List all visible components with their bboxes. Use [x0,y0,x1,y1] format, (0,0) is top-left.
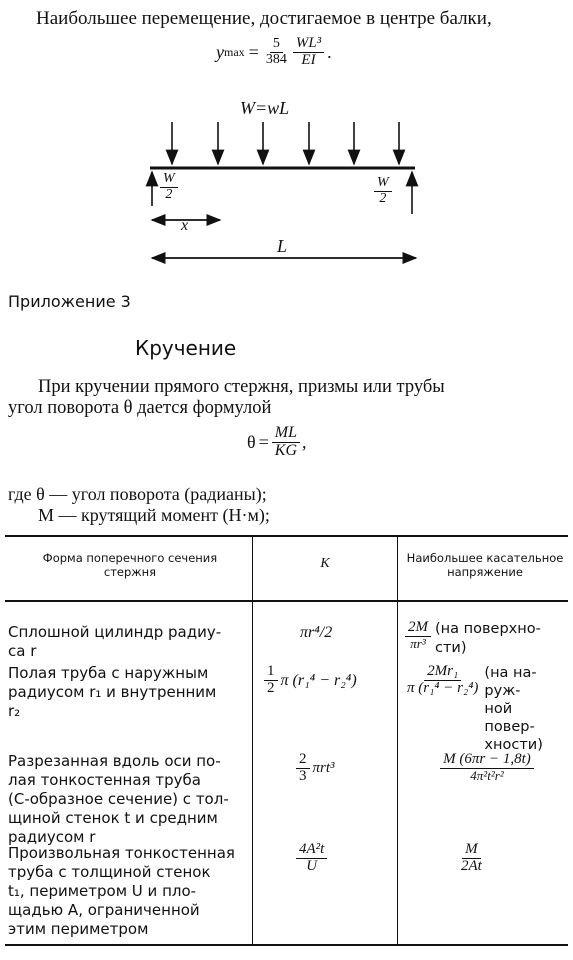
reaction-right-label [374,176,392,206]
where-line-2: M — крутящий момент (Н·м); [38,505,270,525]
table-col-divider-2 [397,536,398,944]
load-label: W=wL [240,98,290,118]
row-3-stress-frac [440,752,534,782]
torsion-lhs: θ [247,431,256,452]
row-4-k [296,842,327,875]
row-3-stress [412,752,562,782]
formula-coef [263,37,290,67]
row-4-k-num: 4A²t [296,842,327,859]
torsion-comma: , [302,431,307,452]
formula-eq: = [248,41,259,62]
row-3-shape [8,752,248,847]
torsion-formula [247,425,307,460]
row-4-stress-den: 2At [461,857,482,874]
x-label: x [181,217,189,234]
coef-den: 384 [265,51,287,67]
row-1-stress-frac [405,620,431,650]
reaction-right-den: 2 [379,190,387,206]
reaction-left-num: W [160,172,178,188]
row-1-note-line: сти) [435,640,467,656]
torsion-eq: = [258,431,269,452]
row-3-shape-line: Разрезанная вдоль оси по- [8,752,221,770]
intro-text: Наибольшее перемещение, достигаемое в центре балки, [36,8,492,29]
row-3-k [296,752,335,785]
row-1-shape [8,623,248,661]
row-1-stress-note [435,620,541,658]
row-2-k-body: π (r₁⁴ − r₂⁴) [280,671,357,689]
row-3-k-prefix [296,752,310,785]
row-1-shape-line: са r [8,642,37,660]
row-1-k: πr⁴/2 [300,624,333,641]
appendix-title: Приложение 3 [8,292,131,311]
formula-main [293,36,324,69]
row-2-stress-den: π (r₁⁴ − r₂⁴) [407,679,479,696]
row-2-stress-note [484,664,542,754]
row-2-stress [404,664,543,754]
header-stress: Наибольшее касательное напряжение [406,551,564,579]
header-k: K [320,556,330,571]
header-form: Форма поперечного сечения стержня [42,551,218,579]
table-header-rule [5,600,568,602]
row-2-k [264,664,357,697]
row-3-k-body: πrt³ [312,759,335,776]
row-2-k-prefix-den: 2 [267,679,275,696]
formula-lhs: y [216,41,224,62]
row-2-note-line: повер- [484,719,535,735]
beam-diagram [140,96,430,271]
row-4-shape [8,844,248,939]
reaction-right-num: W [374,176,392,192]
row-3-shape-line: радиусом r [8,828,96,846]
row-2-note-line: хности) [484,737,543,753]
row-4-stress [458,842,485,875]
table-bottom-rule [5,944,568,946]
row-1-stress-num: 2M [405,620,431,637]
where-line-1: где θ — угол поворота (радианы); [8,484,267,504]
table-top-rule [5,535,568,537]
coef-num: 5 [270,37,283,53]
row-3-stress-num: M (6πr − 1,8t) [440,752,534,769]
row-3-shape-line: (C-образное сечение) с тол- [8,790,229,808]
deflection-formula [216,36,332,69]
row-4-shape-line: труба с толщиной стенок [8,863,211,881]
row-3-shape-line: лая тонкостенная труба [8,771,201,789]
row-4-k-frac [296,842,327,875]
row-2-stress-num: 2Mr₁ [424,664,461,681]
row-3-shape-line: щиной стенок t и средним [8,809,218,827]
row-1-stress-den: πr³ [410,635,426,651]
torsion-den: KG [274,441,298,459]
row-4-k-den: U [306,857,318,874]
section-title: Кручение [135,336,237,360]
l-label: L [277,236,288,256]
row-2-shape-line: Полая труба с наружным [8,664,209,682]
row-2-shape-line: r₂ [8,702,21,720]
table-col-divider-1 [252,536,253,944]
row-4-shape-line: t₁, периметром U и пло- [8,882,197,900]
row-4-stress-num: M [462,842,481,859]
paragraph-line-2: угол поворота θ дается формулой [8,398,272,418]
main-den: EI [301,51,316,68]
row-3-k-prefix-num: 2 [296,752,310,769]
formula-period: . [327,41,332,62]
row-4-stress-frac [458,842,485,875]
row-1-note-line: (на поверхно- [435,621,541,637]
row-1-stress [405,620,541,658]
formula-lhs-sub: max [224,44,245,59]
row-2-shape [8,664,248,721]
reaction-left-label [160,172,178,202]
row-2-note-line: руж- [484,683,521,699]
row-3-stress-den: 4π²t²r² [470,767,504,783]
row-2-note-line: (на на- [484,665,537,681]
row-2-note-line: ной [484,701,513,717]
row-3-k-prefix-den: 3 [299,767,307,784]
row-2-stress-frac [404,664,481,697]
row-1-shape-line: Сплошной цилиндр радиу- [8,623,222,641]
row-2-k-prefix [264,664,278,697]
reaction-left-den: 2 [165,186,173,202]
main-num: WL³ [293,36,324,53]
row-4-shape-line: Произвольная тонкостенная [8,844,235,862]
paragraph-line-1: При кручении прямого стержня, призмы или трубы [38,377,445,397]
row-2-shape-line: радиусом r₁ и внутренним [8,683,217,701]
torsion-num: ML [272,425,300,443]
row-4-shape-line: этим периметром [8,920,149,938]
torsion-fraction [272,425,300,460]
row-2-k-prefix-num: 1 [264,664,278,681]
row-4-shape-line: щадью A, ограниченной [8,901,200,919]
